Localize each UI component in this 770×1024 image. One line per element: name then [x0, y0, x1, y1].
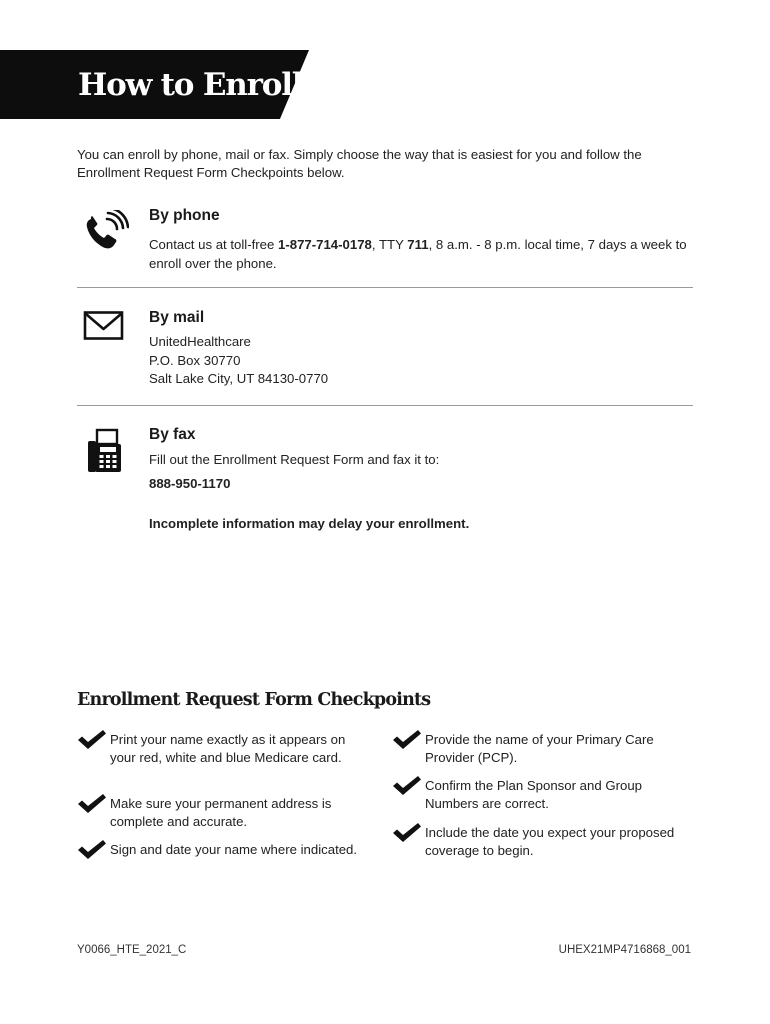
fax-instruction: Fill out the Enrollment Request Form and fax it to: — [149, 452, 440, 467]
intro-text: You can enroll by phone, mail or fax. Simply choose the way that is easiest for you and follow the Enrollment Request Form Checkpoints below. — [77, 147, 642, 180]
mail-line-1: UnitedHealthcare — [149, 334, 251, 349]
fax-icon — [83, 428, 125, 479]
checkpoint-text: Provide the name of your Primary Care Provider (PCP). — [425, 732, 654, 765]
divider — [77, 405, 693, 406]
checkpoint-text: Make sure your permanent address is complete and accurate. — [110, 796, 332, 829]
mail-heading: By mail — [149, 309, 205, 326]
fax-section — [77, 425, 693, 535]
fax-warning: Incomplete information may delay your enrollment. — [149, 516, 470, 531]
phone-section — [77, 206, 693, 276]
checkmark-icon — [392, 775, 422, 797]
mail-line-3: Salt Lake City, UT 84130-0770 — [149, 371, 329, 386]
fax-number[interactable]: 888-950-1170 — [149, 475, 231, 491]
envelope-icon — [83, 310, 125, 347]
mail-section — [77, 308, 693, 392]
phone-text: Contact us at toll-free 1-877-714-0178, TTY 711, 8 a.m. - 8 p.m. local time, 7 days a week to enroll over the phone. — [149, 237, 687, 271]
phone-heading: By phone — [149, 207, 220, 224]
page-title: How to Enroll — [78, 67, 303, 103]
phone-icon — [83, 210, 129, 261]
checkpoint-text: Print your name exactly as it appears on your red, white and blue Medicare card. — [110, 732, 346, 765]
checkmark-icon — [77, 729, 107, 751]
checkmark-icon — [392, 822, 422, 844]
checkpoint-text: Confirm the Plan Sponsor and Group Numbers are correct. — [425, 778, 642, 811]
tty-number[interactable]: 711 — [407, 237, 429, 252]
checkmark-icon — [77, 839, 107, 861]
checkpoint-text: Include the date you expect your proposed coverage to begin. — [425, 825, 675, 858]
checkmark-icon — [77, 793, 107, 815]
mail-line-2: P.O. Box 30770 — [149, 352, 241, 368]
checkpoint-text: Sign and date your name where indicated. — [110, 842, 358, 857]
footer-right-code: UHEX21MP4716868_001 — [558, 944, 691, 956]
divider — [77, 287, 693, 288]
footer-left-code: Y0066_HTE_2021_C — [77, 944, 187, 956]
checkmark-icon — [392, 729, 422, 751]
phone-number[interactable]: 1-877-714-0178 — [278, 237, 372, 252]
fax-heading: By fax — [149, 426, 196, 443]
checkpoints-heading: Enrollment Request Form Checkpoints — [77, 690, 431, 710]
